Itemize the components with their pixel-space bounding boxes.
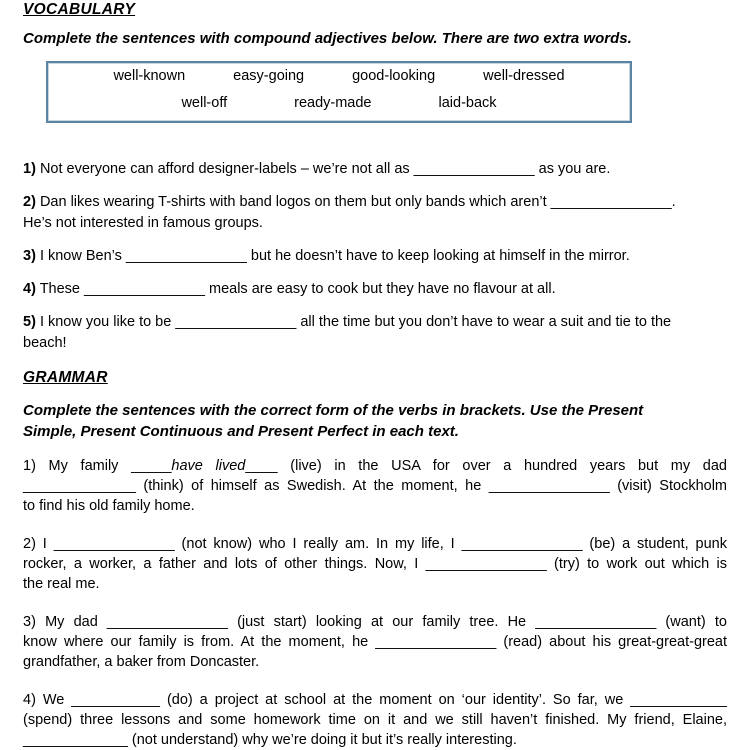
grammar-line: _____________ (not understand) why we’re doing it but it’s really interesting. — [23, 732, 517, 748]
sentence-text: These _______________ meals are easy to cook but they have no flavour at all. — [39, 281, 556, 297]
word-bank-item: well-known — [113, 68, 186, 84]
grammar-instruction-line: Complete the sentences with the correct form of the verbs in brackets. Use the Present — [23, 402, 644, 419]
grammar-line: to find his old family home. — [23, 498, 195, 514]
word-bank-box — [46, 61, 632, 123]
sentence-text: He’s not interested in famous groups. — [23, 215, 263, 231]
grammar-line: grandfather, a baker from Doncaster. — [23, 654, 260, 670]
sentence-number: 1) — [23, 161, 36, 177]
grammar-heading: GRAMMAR — [23, 369, 108, 386]
line-segment: ____ (live) in the USA for over a hundred years but my dad — [245, 458, 727, 474]
vocabulary-instruction: Complete the sentences with compound adjectives below. There are two extra words. — [23, 30, 632, 47]
grammar-paragraph-2 — [23, 534, 727, 594]
vocab-sentence-2 — [23, 192, 727, 234]
vocab-sentence-1 — [23, 159, 727, 180]
grammar-paragraph-1 — [23, 456, 727, 516]
grammar-line: 3) My dad _______________ (just start) looking at our family tree. He _______________ (want) to — [23, 614, 727, 630]
word-bank-item: ready-made — [294, 95, 372, 111]
grammar-line — [23, 456, 727, 476]
vocab-sentence-3 — [23, 246, 727, 267]
word-bank-item: good-looking — [352, 68, 436, 84]
grammar-instruction-line: Simple, Present Continuous and Present Perfect in each text. — [23, 423, 459, 440]
grammar-paragraph-4 — [23, 690, 727, 750]
word-bank-row — [58, 94, 620, 113]
vocabulary-heading: VOCABULARY — [23, 1, 136, 18]
word-bank-item: well-dressed — [483, 68, 565, 84]
line-segment: 1) My family _____ — [23, 458, 172, 474]
sentence-number: 4) — [23, 281, 36, 297]
sentence-text: beach! — [23, 335, 67, 351]
vocab-sentence-5 — [23, 312, 727, 354]
grammar-line: (spend) three lessons and some homework time on it and we still haven’t finished. My friend, Elaine, — [23, 712, 727, 728]
sentence-number: 2) — [23, 194, 36, 210]
word-bank-item: well-off — [181, 95, 228, 111]
grammar-line: the real me. — [23, 576, 100, 592]
word-bank-item: easy-going — [233, 68, 305, 84]
sentence-text: Dan likes wearing T-shirts with band logos on them but only bands which aren’t _______________. — [39, 194, 676, 210]
grammar-line: ______________ (think) of himself as Swedish. At the moment, he _______________ (visit) Stockholm — [23, 478, 727, 494]
sentence-number: 5) — [23, 314, 36, 330]
sentence-number: 3) — [23, 248, 36, 264]
sentence-text: Not everyone can afford designer-labels – we’re not all as _______________ as you are. — [39, 161, 611, 177]
word-bank-row — [58, 67, 620, 86]
filled-answer: have lived — [171, 458, 246, 474]
vocabulary-sentences — [23, 159, 727, 354]
sentence-text: I know Ben’s _______________ but he doesn’t have to keep looking at himself in the mirror. — [39, 248, 630, 264]
vocab-sentence-4 — [23, 279, 727, 300]
grammar-line: 4) We ___________ (do) a project at school at the moment on ‘our identity’. So far, we ____________ — [23, 692, 727, 708]
grammar-line: know where our family is from. At the moment, he _______________ (read) about his great-great-great — [23, 634, 727, 650]
grammar-instruction — [23, 400, 727, 442]
grammar-line: 2) I _______________ (not know) who I really am. In my life, I _______________ (be) a student, punk — [23, 536, 727, 552]
sentence-text: I know you like to be _______________ all the time but you don’t have to wear a suit and tie to the — [39, 314, 672, 330]
grammar-paragraph-3 — [23, 612, 727, 672]
word-bank-item: laid-back — [438, 95, 497, 111]
grammar-line: rocker, a worker, a father and lots of other things. Now, I _______________ (try) to work out which is — [23, 556, 727, 572]
